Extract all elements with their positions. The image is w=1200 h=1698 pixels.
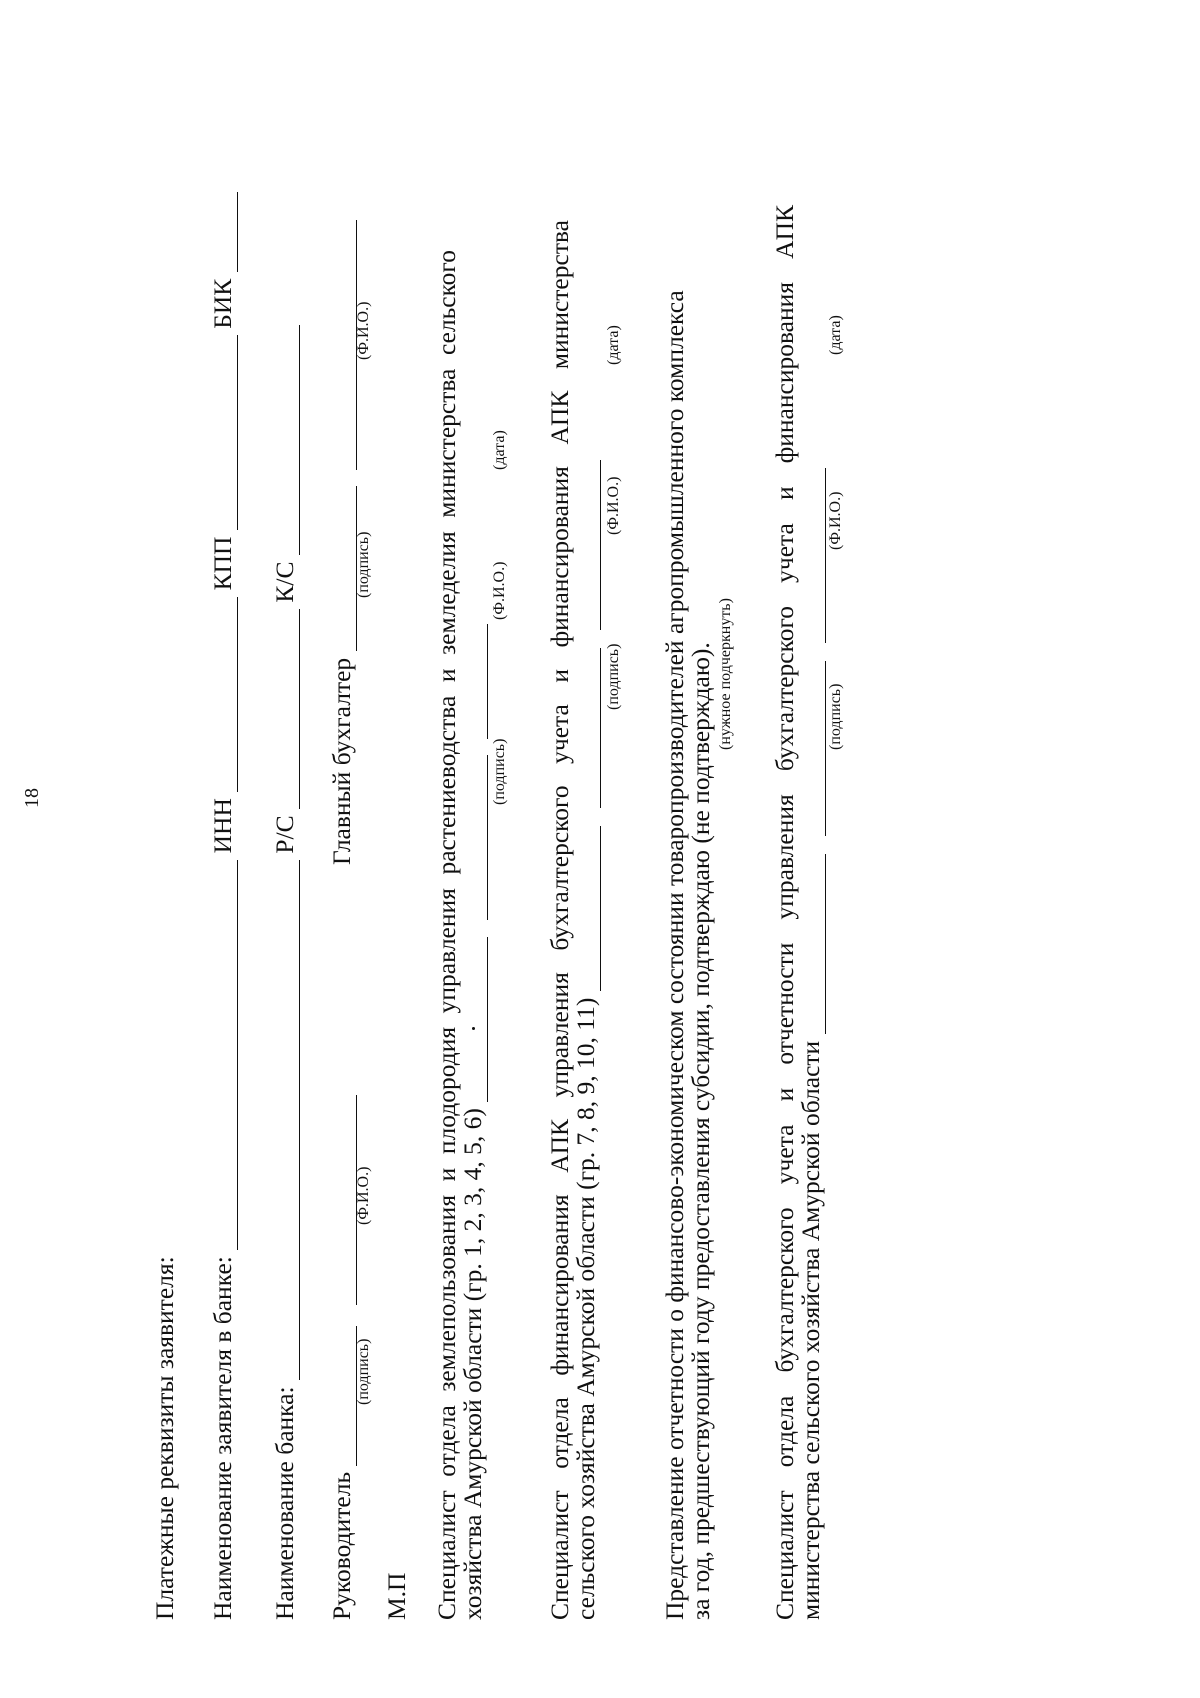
financing-signature-field[interactable] — [575, 826, 601, 991]
bank-field[interactable] — [274, 860, 300, 1380]
accounting-line-1: Специалист отдела бухгалтерского учета и отчетности управления бухгалтерского учета и финансирования АПК — [770, 205, 799, 1620]
head-label: Руководитель — [327, 1471, 356, 1620]
head-name-caption: (Ф.И.О.) — [355, 1166, 372, 1225]
land-use-date-caption: (дата) — [491, 430, 508, 470]
financing-signature-caption: (подпись) — [605, 643, 622, 710]
head-signature-row — [327, 1095, 357, 1620]
chief-accountant-name-caption: (Ф.И.О.) — [355, 301, 372, 360]
accounting-name-caption: (Ф.И.О.) — [827, 491, 844, 550]
ks-field[interactable] — [274, 325, 300, 555]
financing-name-field[interactable] — [575, 648, 601, 808]
head-name-field[interactable] — [331, 1095, 357, 1305]
financing-date-field[interactable] — [575, 460, 601, 630]
inn-label: ИНН — [208, 798, 237, 854]
chief-accountant-label: Главный бухгалтер — [327, 657, 356, 865]
land-use-name-field[interactable] — [462, 755, 488, 920]
land-use-name-caption: (Ф.И.О.) — [491, 561, 508, 620]
inn-field[interactable] — [212, 597, 238, 792]
land-use-line-2 — [458, 624, 488, 1620]
land-use-signature-field[interactable] — [462, 937, 488, 1102]
reporting-line-2: за год, предшествующий году предоставления субсидии, подтверждаю (не подтверждаю). — [686, 642, 715, 1620]
land-use-signature-caption: (подпись) — [491, 738, 508, 805]
bank-row — [270, 325, 300, 1620]
page-number: 18 — [21, 788, 43, 808]
accounting-name-field[interactable] — [800, 661, 826, 836]
applicant-field[interactable] — [212, 860, 238, 1250]
bank-label: Наименование банка: — [270, 1386, 299, 1620]
financing-line-2 — [571, 460, 601, 1620]
land-use-date-field[interactable] — [462, 624, 488, 739]
accounting-line-2 — [796, 468, 826, 1620]
accounting-date-caption: (дата) — [827, 315, 844, 355]
applicant-row — [208, 192, 238, 1620]
financing-line-1: Специалист отдела финансирования АПК управления бухгалтерского учета и финансирования АПК министерства — [545, 220, 574, 1620]
application-form — [120, 80, 880, 1620]
bik-label: БИК — [208, 278, 237, 329]
rs-label: Р/С — [270, 815, 299, 854]
chief-accountant-name-field[interactable] — [331, 220, 357, 470]
reporting-line-1: Представление отчетности о финансово-экономическом состоянии товаропроизводителей агропромышленного комплекса — [660, 290, 689, 1620]
land-use-text: хозяйства Амурской области (гр. 1, 2, 3, 4, 5, 6) — [458, 1108, 487, 1620]
land-use-line-1: Специалист отдела землепользования и плодородия управления растениеводства и земледелия министерства сельского — [432, 250, 461, 1620]
reporting-note: (нужное подчеркнуть) — [717, 598, 734, 750]
financing-date-caption: (дата) — [605, 325, 622, 365]
rs-field[interactable] — [274, 609, 300, 809]
ks-label: К/С — [270, 561, 299, 603]
financing-name-caption: (Ф.И.О.) — [605, 476, 622, 535]
chief-accountant-signature-caption: (подпись) — [355, 531, 372, 598]
head-signature-caption: (подпись) — [355, 1338, 372, 1405]
accounting-signature-field[interactable] — [800, 854, 826, 1034]
applicant-label: Наименование заявителя в банке: — [208, 1256, 237, 1620]
bik-field[interactable] — [212, 192, 238, 272]
chief-accountant-row — [327, 220, 357, 865]
kpp-label: КПП — [208, 536, 237, 591]
stamp-label: М.П — [382, 1572, 411, 1620]
accounting-date-field[interactable] — [800, 468, 826, 643]
head-signature-field[interactable] — [331, 1326, 357, 1466]
financing-text: сельского хозяйства Амурской области (гр. 7, 8, 9, 10, 11) — [571, 997, 600, 1620]
payment-details-heading: Платежные реквизиты заявителя: — [150, 1256, 179, 1620]
accounting-text: министерства сельского хозяйства Амурской области — [796, 1040, 825, 1620]
chief-accountant-signature-field[interactable] — [331, 486, 357, 651]
kpp-field[interactable] — [212, 335, 238, 530]
accounting-signature-caption: (подпись) — [827, 683, 844, 750]
